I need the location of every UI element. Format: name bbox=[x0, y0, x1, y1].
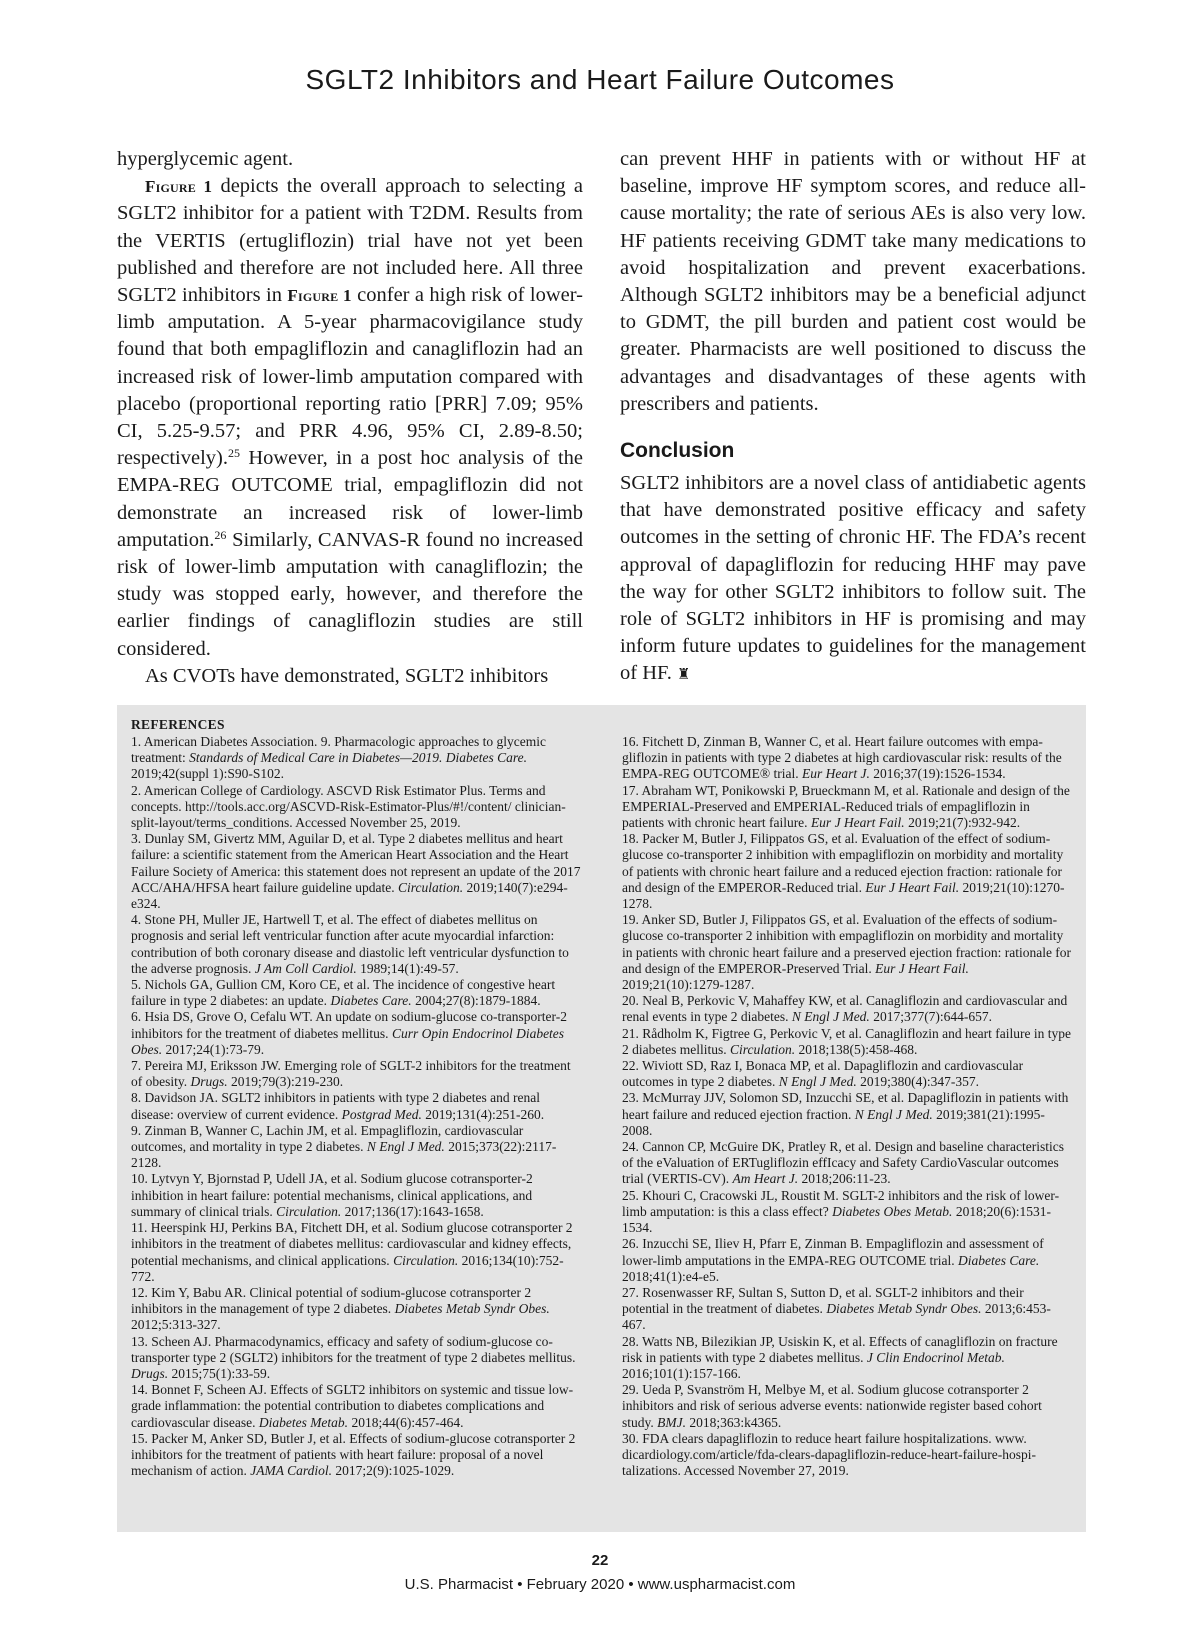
reference-item: 17. Abraham WT, Ponikowski P, Brueckmann M, et al. Rationale and design of the EMPERIAL-Preserved and EMPERIAL-Reduced trials of empagliflozin in patients with chronic heart failure. Eur J Heart Fail. 2019;21(7):932-942. bbox=[622, 782, 1070, 831]
paragraph-conclusion bbox=[620, 470, 1086, 690]
citation-superscript: 26 bbox=[214, 527, 227, 542]
paragraph: As CVOTs have demonstrated, SGLT2 inhibitors bbox=[145, 664, 549, 687]
paragraph: can prevent HHF in patients with or without HF at baseline, improve HF symptom scores, and reduce all-cause mortality; the rate of serious AEs is also very low. HF patients receiving GDMT take many medications to avoid hospitalization and prevent exacerbations. Although SGLT2 inhibitors may be a beneficial adjunct to GDMT, the pill burden and patient cost would be greater. Pharmacists are well positioned to discuss the advantages and disadvantages of these agents with prescribers and patients. bbox=[620, 148, 1086, 415]
journal-title: Eur J Heart Fail. bbox=[810, 815, 905, 831]
reference-item: 3. Dunlay SM, Givertz MM, Aguilar D, et al. Type 2 diabetes mellitus and heart failure: a scientific statement from the American Heart Association and the Heart Failure Society of America: this statement does not represent an update of the 2017 ACC/AHA/HFSA heart failure guideline update. Circulation. 2019;140(7):e294-e324. bbox=[131, 831, 581, 912]
reference-item: 4. Stone PH, Muller JE, Hartwell T, et al. The effect of diabetes mellitus on prognosis and serial left ventricular function after acute myocardial infarction: contribution of both coronary disease and diastolic left ventricular dysfunction to the adverse prognosis. J Am Coll Cardiol. 1989;14(1):49-57. bbox=[131, 912, 569, 976]
reference-item: 26. Inzucchi SE, Iliev H, Pfarr E, Zinman B. Empagliflozin and assessment of lower-limb amputations in the EMPA-REG OUTCOME trial. Diabetes Care. 2018;41(1):e4-e5. bbox=[622, 1236, 1044, 1284]
figure-reference: Figure 1 bbox=[145, 177, 213, 197]
journal-title: Circulation. bbox=[393, 1252, 459, 1268]
reference-item: 29. Ueda P, Svanström H, Melbye M, et al. Sodium glucose cotransporter 2 inhibitors and risk of serious adverse events: nationwide register based cohort study. BMJ. 2018;363:k4365. bbox=[622, 1382, 1042, 1430]
reference-item: 6. Hsia DS, Grove O, Cefalu WT. An update on sodium-glucose co-transporter-2 inhibitors for the treatment of diabetes mellitus. Curr Opin Endocrinol Diabetes Obes. 2017;24(1):73-79. bbox=[131, 1009, 568, 1057]
reference-item: 23. McMurray JJV, Solomon SD, Inzucchi SE, et al. Dapagliflozin in patients with heart failure and reduced ejection fraction. N Engl J Med. 2019;381(21):1995-2008. bbox=[622, 1090, 1069, 1138]
references-list-right bbox=[622, 734, 1072, 1479]
reference-item: 9. Zinman B, Wanner C, Lachin JM, et al. Empagliflozin, cardiovascular outcomes, and mortality in type 2 diabetes. N Engl J Med. 2015;373(22):2117-2128. bbox=[131, 1122, 557, 1171]
journal-title: Eur J Heart Fail. bbox=[875, 960, 969, 976]
journal-title: Diabetes Care. bbox=[330, 993, 412, 1009]
paragraph: hyperglycemic agent. bbox=[117, 148, 294, 170]
figure-reference: Figure 1 bbox=[287, 286, 352, 306]
running-head-title: SGLT2 Inhibitors and Heart Failure Outcomes bbox=[305, 64, 895, 95]
reference-item: 8. Davidson JA. SGLT2 inhibitors in patients with type 2 diabetes and renal disease: overview of current evidence. Postgrad Med. 2019;131(4):251-260. bbox=[131, 1090, 545, 1122]
journal-title: Standards of Medical Care in Diabetes—2019. Diabetes Care. bbox=[189, 750, 527, 766]
references-title: REFERENCES bbox=[131, 717, 225, 732]
reference-item: 10. Lytvyn Y, Bjornstad P, Udell JA, et al. Sodium glucose cotransporter-2 inhibition in heart failure: potential mechanisms, clinical applications, and summary of clinical trials. Circulation. 2017;136(17):1643-1658. bbox=[131, 1171, 533, 1219]
reference-item: 7. Pereira MJ, Eriksson JW. Emerging role of SGLT-2 inhibitors for the treatment of obesity. Drugs. 2019;79(3):219-230. bbox=[131, 1058, 571, 1090]
journal-title: Diabetes Metab Syndr Obes. bbox=[394, 1301, 550, 1317]
journal-title: J Clin Endocrinol Metab. bbox=[866, 1349, 1005, 1365]
reference-item: 19. Anker SD, Butler J, Filippatos GS, et al. Evaluation of the effects of sodium-glucose co-transporter 2 inhibition with empagliflozin on morbidity and mortality in patients with chronic heart failure and a preserved ejection fraction: rationale for and design of the EMPEROR-Preserved Trial. Eur J Heart Fail. 2019;21(10):1279-1287. bbox=[622, 912, 1072, 993]
journal-title: N Engl J Med. bbox=[791, 1009, 870, 1025]
article-column-right bbox=[620, 146, 1086, 690]
reference-item: 12. Kim Y, Babu AR. Clinical potential of sodium-glucose cotransporter 2 inhibitors in the management of type 2 diabetes. Diabetes Metab Syndr Obes. 2012;5:313-327. bbox=[131, 1284, 550, 1333]
reference-item: 25. Khouri C, Cracowski JL, Roustit M. SGLT-2 inhibitors and the risk of lower-limb amputation: is this a class effect? Diabetes Obes Metab. 2018;20(6):1531-1534. bbox=[622, 1187, 1060, 1236]
section-heading-conclusion: Conclusion bbox=[620, 439, 735, 463]
journal-title: Eur Heart J. bbox=[802, 766, 870, 782]
reference-item: 20. Neal B, Perkovic V, Mahaffey KW, et al. Canagliflozin and cardiovascular and renal events in type 2 diabetes. N Engl J Med. 2017;377(7):644-657. bbox=[622, 993, 1068, 1025]
reference-item: 11. Heerspink HJ, Perkins BA, Fitchett DH, et al. Sodium glucose cotransporter 2 inhibitors in the treatment of diabetes mellitus: cardiovascular and kidney effects, potential mechanisms, and clinical applications. Circulation. 2016;134(10):752-772. bbox=[131, 1220, 573, 1284]
journal-title: N Engl J Med. bbox=[778, 1074, 857, 1090]
references-box bbox=[117, 705, 1086, 1532]
reference-item: 2. American College of Cardiology. ASCVD Risk Estimator Plus. Terms and concepts. http://tools.acc.org/ASCVD-Risk-Estimator-Plus/#!/content/ clinician-split-layout/terms_conditions. Accessed November 25, 2019. bbox=[131, 782, 566, 831]
journal-title: Eur J Heart Fail. bbox=[865, 879, 960, 895]
journal-title: JAMA Cardiol. bbox=[250, 1463, 332, 1479]
reference-item: 14. Bonnet F, Scheen AJ. Effects of SGLT2 inhibitors on systemic and tissue low-grade inflammation: the potential contribution to diabetes complications and cardiovascular disease. Diabetes Metab. 2018;44(6):457-464. bbox=[131, 1382, 574, 1430]
footer-publication: U.S. Pharmacist • February 2020 • www.uspharmacist.com bbox=[404, 1576, 796, 1593]
journal-title: Circulation. bbox=[276, 1203, 342, 1219]
journal-title: Circulation. bbox=[729, 1041, 796, 1057]
references-column-right bbox=[622, 717, 1072, 1524]
journal-title: BMJ. bbox=[657, 1414, 686, 1430]
article-body bbox=[117, 146, 1086, 690]
reference-item: 27. Rosenwasser RF, Sultan S, Sutton D, et al. SGLT-2 inhibitors and their potential in the treatment of diabetes. Diabetes Metab Syndr Obes. 2013;6:453-467. bbox=[622, 1284, 1051, 1333]
references-list-left bbox=[131, 734, 581, 1479]
citation-superscript: 25 bbox=[228, 446, 240, 461]
reference-item: 1. American Diabetes Association. 9. Pharmacologic approaches to glycemic treatment: Standards of Medical Care in Diabetes—2019. Diabetes Care. 2019;42(suppl 1):S90-S102. bbox=[131, 734, 546, 782]
journal-title: Drugs. bbox=[131, 1365, 169, 1381]
journal-title: Diabetes Care. bbox=[957, 1252, 1040, 1268]
end-mark-icon: ♜ bbox=[677, 667, 691, 684]
page-number: 22 bbox=[591, 1552, 609, 1569]
reference-item: 16. Fitchett D, Zinman B, Wanner C, et al. Heart failure outcomes with empagliflozin in patients with type 2 diabetes at high cardiovascular risk: results of the EMPA-REG OUTCOME® trial. Eur Heart J. 2016;37(19):1526-1534. bbox=[622, 734, 1062, 782]
conclusion-text: SGLT2 inhibitors are a novel class of antidiabetic agents that have demonstrated positive efficacy and safety outcomes in the setting of chronic HF. The FDA’s recent approval of dapagliflozin for reducing HHF may pave the way for other SGLT2 inhibitors to follow suit. The role of SGLT2 inhibitors in HF is promising and may inform future updates to guidelines for the management of HF. bbox=[620, 472, 1086, 685]
journal-title: Curr Opin Endocrinol Diabetes Obes. bbox=[131, 1025, 565, 1057]
journal-title: Postgrad Med. bbox=[341, 1106, 422, 1122]
reference-item: 28. Watts NB, Bilezikian JP, Usiskin K, et al. Effects of canagliflozin on fracture risk in patients with type 2 diabetes mellitus. J Clin Endocrinol Metab. 2016;101(1):157-166. bbox=[622, 1333, 1058, 1381]
journal-title: Drugs. bbox=[190, 1074, 228, 1090]
journal-title: J Am Coll Cardiol. bbox=[254, 960, 357, 976]
journal-title: Diabetes Metab Syndr Obes. bbox=[826, 1301, 982, 1317]
paragraph: Figure 1 depicts the overall approach to selecting a SGLT2 inhibitor for a patient with T2DM. Results from the VERTIS (ertugliflozin) trial have not yet been published and therefore are not included here. All three SGLT2 inhibitors in Figure 1 confer a high risk of lower-limb amputation. A 5-year pharmacovigilance study found that both empagliflozin and canagliflozin had an increased risk of lower-limb amputation compared with placebo (proportional reporting ratio [PRR] 7.09; 95% CI, 5.25-9.57; and PRR 4.96, 95% CI, 2.89-8.50; respectively).$^{25}$ However, in a post hoc analysis of the EMPA-REG OUTCOME trial, empagliflozin did not demonstrate an increased risk of lower-limb amputation.$^{26}$ Similarly, CANVAS-R found no increased risk of lower-limb amputation with canagliflozin; the study was stopped early, however, and therefore the earlier findings of canagliflozin studies are still considered. bbox=[117, 175, 583, 660]
reference-item: 13. Scheen AJ. Pharmacodynamics, efficacy and safety of sodium-glucose co-transporter type 2 (SGLT2) inhibitors for the treatment of type 2 diabetes mellitus. Drugs. 2015;75(1):33-59. bbox=[131, 1333, 576, 1381]
article-column-left bbox=[117, 146, 583, 690]
reference-item: 15. Packer M, Anker SD, Butler J, et al. Effects of sodium-glucose cotransporter 2 inhibitors for the treatment of patients with heart failure: proposal of a novel mechanism of action. JAMA Cardiol. 2017;2(9):1025-1029. bbox=[131, 1430, 576, 1479]
journal-title: Diabetes Obes Metab. bbox=[832, 1203, 953, 1219]
reference-item: 24. Cannon CP, McGuire DK, Pratley R, et al. Design and baseline characteristics of the eValuation of ERTugliflozin effIcacy and Safety CardioVascular outcomes trial (VERTIS-CV). Am Heart J. 2018;206:11-23. bbox=[622, 1139, 1065, 1187]
reference-item: 18. Packer M, Butler J, Filippatos GS, et al. Evaluation of the effect of sodium-glucose co-transporter 2 inhibition with empagliflozin on morbidity and mortality of patients with chronic heart failure and a reduced ejection fraction: rationale for and design of the EMPEROR-Reduced trial. Eur J Heart Fail. 2019;21(10):1270-1278. bbox=[622, 831, 1065, 912]
journal-title: N Engl J Med. bbox=[366, 1139, 445, 1155]
reference-item: 5. Nichols GA, Gullion CM, Koro CE, et al. The incidence of congestive heart failure in type 2 diabetes: an update. Diabetes Care. 2004;27(8):1879-1884. bbox=[131, 977, 556, 1009]
journal-title: N Engl J Med. bbox=[854, 1106, 933, 1122]
references-column-left bbox=[131, 717, 581, 1524]
reference-item: 30. FDA clears dapagliflozin to reduce heart failure hospitalizations. www. dicardiology.com/article/fda-clears-dapagliflozin-reduce-heart-failure-hospitalizations. Accessed November 27, 2019. bbox=[622, 1430, 1037, 1479]
journal-title: Am Heart J. bbox=[732, 1171, 799, 1187]
journal-title: Circulation. bbox=[397, 879, 464, 895]
reference-item: 21. Rådholm K, Figtree G, Perkovic V, et al. Canagliflozin and heart failure in type 2 diabetes mellitus. Circulation. 2018;138(5):458-468. bbox=[622, 1025, 1072, 1057]
journal-title: Diabetes Metab. bbox=[258, 1414, 349, 1430]
reference-item: 22. Wiviott SD, Raz I, Bonaca MP, et al. Dapagliflozin and cardiovascular outcomes in type 2 diabetes. N Engl J Med. 2019;380(4):347-357. bbox=[622, 1058, 1024, 1090]
